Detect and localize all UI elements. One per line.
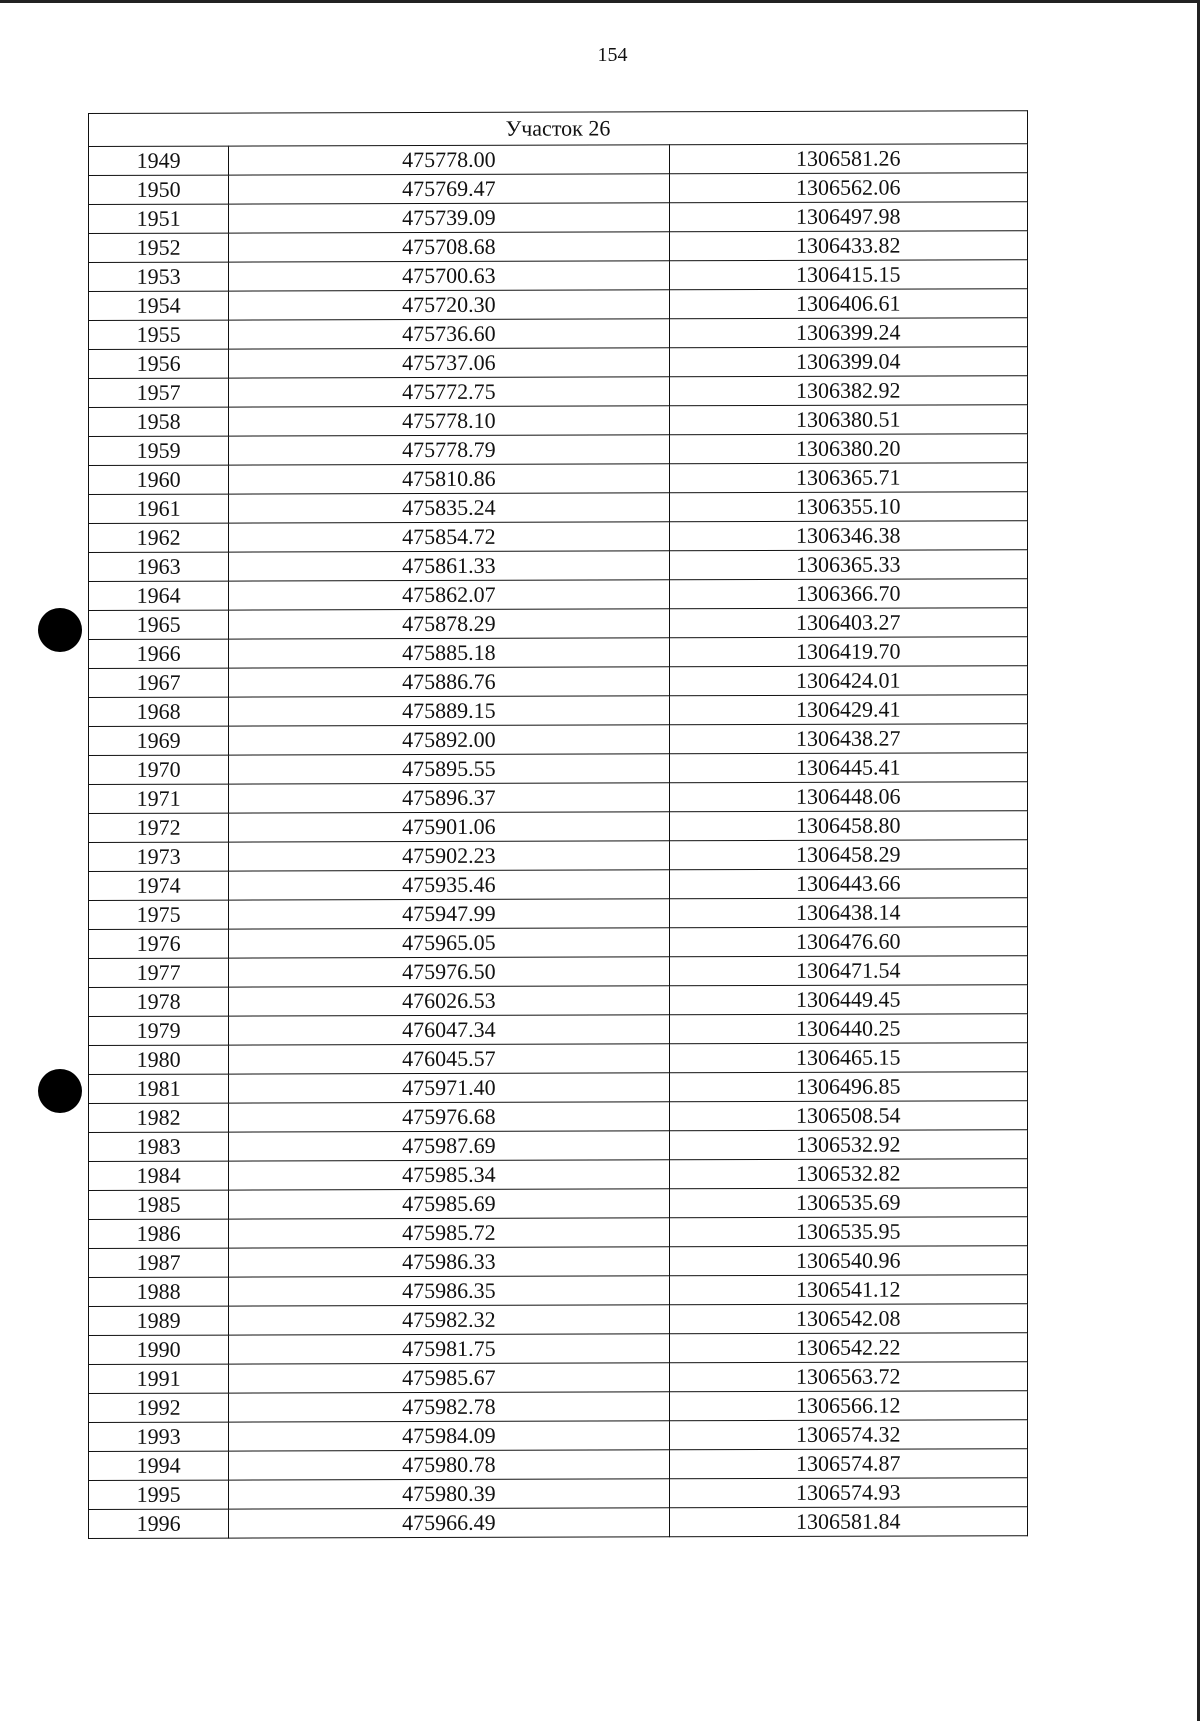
point-number: 1971 — [89, 784, 229, 813]
table-row — [89, 579, 1028, 611]
point-number: 1996 — [89, 1509, 229, 1538]
table-row — [89, 695, 1028, 727]
coord-x: 475861.33 — [229, 551, 669, 581]
coord-x: 475878.29 — [229, 609, 669, 639]
table-row — [89, 1362, 1028, 1394]
coord-y: 1306535.69 — [669, 1188, 1027, 1218]
point-number: 1959 — [89, 436, 229, 465]
coord-x: 475739.09 — [229, 203, 669, 233]
coord-x: 475986.35 — [229, 1276, 669, 1306]
point-number: 1978 — [89, 987, 229, 1016]
point-number: 1958 — [89, 407, 229, 436]
point-number: 1990 — [89, 1335, 229, 1364]
table-row — [89, 521, 1028, 553]
table-row — [89, 608, 1028, 640]
coord-x: 475772.75 — [229, 377, 669, 407]
coord-x: 475778.79 — [229, 435, 669, 465]
coord-y: 1306399.24 — [669, 318, 1027, 348]
point-number: 1987 — [89, 1248, 229, 1277]
table-row — [89, 1101, 1028, 1133]
coord-y: 1306346.38 — [669, 521, 1027, 551]
table-row — [89, 1188, 1028, 1220]
table-row — [89, 405, 1028, 437]
coord-x: 476047.34 — [229, 1015, 669, 1045]
coord-x: 475769.47 — [229, 174, 669, 204]
point-number: 1976 — [89, 929, 229, 958]
coord-y: 1306563.72 — [669, 1362, 1027, 1392]
table-row — [89, 376, 1028, 408]
table-row — [89, 927, 1028, 959]
point-number: 1969 — [89, 726, 229, 755]
table-row — [89, 144, 1028, 176]
table-row — [89, 1072, 1028, 1104]
coord-y: 1306532.92 — [669, 1130, 1027, 1160]
point-number: 1955 — [89, 320, 229, 349]
coord-y: 1306415.15 — [669, 260, 1027, 290]
coord-y: 1306440.25 — [669, 1014, 1027, 1044]
coord-x: 475892.00 — [229, 725, 669, 755]
coord-x: 475700.63 — [229, 261, 669, 291]
table-row — [89, 1304, 1028, 1336]
coord-x: 475708.68 — [229, 232, 669, 262]
coord-y: 1306535.95 — [669, 1217, 1027, 1247]
table-row — [89, 1333, 1028, 1365]
table-row — [89, 1275, 1028, 1307]
point-number: 1963 — [89, 552, 229, 581]
coord-y: 1306403.27 — [669, 608, 1027, 638]
coord-x: 475902.23 — [229, 841, 669, 871]
coord-x: 475737.06 — [229, 348, 669, 378]
coord-y: 1306541.12 — [669, 1275, 1027, 1305]
table-row — [89, 666, 1028, 698]
point-number: 1950 — [89, 175, 229, 204]
coord-x: 476045.57 — [229, 1044, 669, 1074]
coord-x: 475720.30 — [229, 290, 669, 320]
coordinates-table — [88, 110, 1028, 1539]
coord-y: 1306445.41 — [669, 753, 1027, 783]
coord-y: 1306508.54 — [669, 1101, 1027, 1131]
coord-y: 1306443.66 — [669, 869, 1027, 899]
table-row — [89, 840, 1028, 872]
table-row — [89, 1246, 1028, 1278]
coord-y: 1306566.12 — [669, 1391, 1027, 1421]
point-number: 1979 — [89, 1016, 229, 1045]
table-row — [89, 1130, 1028, 1162]
coord-y: 1306365.71 — [669, 463, 1027, 493]
point-number: 1962 — [89, 523, 229, 552]
coord-y: 1306433.82 — [669, 231, 1027, 261]
coord-y: 1306449.45 — [669, 985, 1027, 1015]
coord-x: 475895.55 — [229, 754, 669, 784]
table-row — [89, 869, 1028, 901]
coord-x: 475986.33 — [229, 1247, 669, 1277]
coord-y: 1306406.61 — [669, 289, 1027, 319]
table-row — [89, 347, 1028, 379]
point-number: 1967 — [89, 668, 229, 697]
coord-y: 1306497.98 — [669, 202, 1027, 232]
point-number: 1952 — [89, 233, 229, 262]
coord-x: 475862.07 — [229, 580, 669, 610]
coord-y: 1306380.51 — [669, 405, 1027, 435]
coord-y: 1306574.87 — [669, 1449, 1027, 1479]
coord-x: 475966.49 — [229, 1508, 669, 1538]
coord-y: 1306542.22 — [669, 1333, 1027, 1363]
point-number: 1983 — [89, 1132, 229, 1161]
point-number: 1956 — [89, 349, 229, 378]
page-number: 154 — [597, 44, 628, 66]
coord-x: 475985.34 — [229, 1160, 669, 1190]
coord-x: 475901.06 — [229, 812, 669, 842]
coord-x: 475982.78 — [229, 1392, 669, 1422]
point-number: 1993 — [89, 1422, 229, 1451]
table-row — [89, 260, 1028, 292]
point-number: 1965 — [89, 610, 229, 639]
table-row — [89, 289, 1028, 321]
point-number: 1973 — [89, 842, 229, 871]
coord-y: 1306399.04 — [669, 347, 1027, 377]
coord-x: 475985.72 — [229, 1218, 669, 1248]
coord-x: 475889.15 — [229, 696, 669, 726]
point-number: 1957 — [89, 378, 229, 407]
point-number: 1985 — [89, 1190, 229, 1219]
coord-x: 475985.67 — [229, 1363, 669, 1393]
point-number: 1970 — [89, 755, 229, 784]
coord-x: 475971.40 — [229, 1073, 669, 1103]
point-number: 1984 — [89, 1161, 229, 1190]
punch-hole — [38, 608, 82, 652]
table-row — [89, 782, 1028, 814]
coord-x: 475980.39 — [229, 1479, 669, 1509]
coord-y: 1306458.29 — [669, 840, 1027, 870]
coord-y: 1306540.96 — [669, 1246, 1027, 1276]
table-row — [89, 1391, 1028, 1423]
coord-y: 1306542.08 — [669, 1304, 1027, 1334]
point-number: 1954 — [89, 291, 229, 320]
coord-x: 475965.05 — [229, 928, 669, 958]
coord-x: 475778.10 — [229, 406, 669, 436]
coord-y: 1306366.70 — [669, 579, 1027, 609]
coord-x: 475778.00 — [229, 145, 669, 175]
coord-x: 475886.76 — [229, 667, 669, 697]
point-number: 1994 — [89, 1451, 229, 1480]
coord-y: 1306419.70 — [669, 637, 1027, 667]
point-number: 1951 — [89, 204, 229, 233]
point-number: 1964 — [89, 581, 229, 610]
coord-x: 475854.72 — [229, 522, 669, 552]
coord-y: 1306574.32 — [669, 1420, 1027, 1450]
point-number: 1980 — [89, 1045, 229, 1074]
coord-x: 475810.86 — [229, 464, 669, 494]
point-number: 1974 — [89, 871, 229, 900]
point-number: 1966 — [89, 639, 229, 668]
coord-y: 1306471.54 — [669, 956, 1027, 986]
coord-y: 1306382.92 — [669, 376, 1027, 406]
coord-x: 475981.75 — [229, 1334, 669, 1364]
coord-y: 1306429.41 — [669, 695, 1027, 725]
table-row — [89, 1014, 1028, 1046]
table-row — [89, 202, 1028, 234]
point-number: 1992 — [89, 1393, 229, 1422]
coord-x: 475835.24 — [229, 493, 669, 523]
table-row — [89, 956, 1028, 988]
table-row — [89, 1449, 1028, 1481]
table-row — [89, 898, 1028, 930]
coord-x: 475985.69 — [229, 1189, 669, 1219]
table-row — [89, 318, 1028, 350]
table-body — [89, 144, 1028, 1539]
table-title-row — [89, 111, 1028, 147]
table-row — [89, 1043, 1028, 1075]
coord-x: 475980.78 — [229, 1450, 669, 1480]
point-number: 1972 — [89, 813, 229, 842]
coord-x: 475947.99 — [229, 899, 669, 929]
table-row — [89, 434, 1028, 466]
table-row — [89, 753, 1028, 785]
point-number: 1949 — [89, 146, 229, 175]
table-row — [89, 724, 1028, 756]
coord-y: 1306465.15 — [669, 1043, 1027, 1073]
table-row — [89, 637, 1028, 669]
table-row — [89, 1507, 1028, 1539]
coord-y: 1306355.10 — [669, 492, 1027, 522]
table-row — [89, 985, 1028, 1017]
coord-x: 475896.37 — [229, 783, 669, 813]
table-row — [89, 1159, 1028, 1191]
point-number: 1975 — [89, 900, 229, 929]
coord-y: 1306438.14 — [669, 898, 1027, 928]
coord-x: 475976.68 — [229, 1102, 669, 1132]
coord-x: 475984.09 — [229, 1421, 669, 1451]
table-row — [89, 173, 1028, 205]
point-number: 1995 — [89, 1480, 229, 1509]
coord-x: 475885.18 — [229, 638, 669, 668]
coord-y: 1306448.06 — [669, 782, 1027, 812]
coord-x: 476026.53 — [229, 986, 669, 1016]
coord-y: 1306562.06 — [669, 173, 1027, 203]
point-number: 1977 — [89, 958, 229, 987]
coord-y: 1306574.93 — [669, 1478, 1027, 1508]
coord-x: 475987.69 — [229, 1131, 669, 1161]
point-number: 1968 — [89, 697, 229, 726]
point-number: 1960 — [89, 465, 229, 494]
coord-y: 1306476.60 — [669, 927, 1027, 957]
coord-x: 475736.60 — [229, 319, 669, 349]
coord-y: 1306380.20 — [669, 434, 1027, 464]
coord-y: 1306424.01 — [669, 666, 1027, 696]
table-row — [89, 463, 1028, 495]
table-title: Участок 26 — [89, 111, 1028, 147]
point-number: 1988 — [89, 1277, 229, 1306]
point-number: 1991 — [89, 1364, 229, 1393]
point-number: 1953 — [89, 262, 229, 291]
table-row — [89, 1217, 1028, 1249]
table-row — [89, 492, 1028, 524]
coord-x: 475935.46 — [229, 870, 669, 900]
coord-x: 475976.50 — [229, 957, 669, 987]
coord-x: 475982.32 — [229, 1305, 669, 1335]
point-number: 1989 — [89, 1306, 229, 1335]
point-number: 1982 — [89, 1103, 229, 1132]
table-row — [89, 1420, 1028, 1452]
table-row — [89, 550, 1028, 582]
coord-y: 1306532.82 — [669, 1159, 1027, 1189]
table-row — [89, 1478, 1028, 1510]
coord-y: 1306496.85 — [669, 1072, 1027, 1102]
table-row — [89, 231, 1028, 263]
point-number: 1986 — [89, 1219, 229, 1248]
point-number: 1961 — [89, 494, 229, 523]
table-row — [89, 811, 1028, 843]
coord-y: 1306458.80 — [669, 811, 1027, 841]
coord-y: 1306438.27 — [669, 724, 1027, 754]
point-number: 1981 — [89, 1074, 229, 1103]
coord-y: 1306365.33 — [669, 550, 1027, 580]
coord-y: 1306581.26 — [669, 144, 1027, 174]
punch-hole — [38, 1069, 82, 1113]
coord-y: 1306581.84 — [669, 1507, 1027, 1537]
